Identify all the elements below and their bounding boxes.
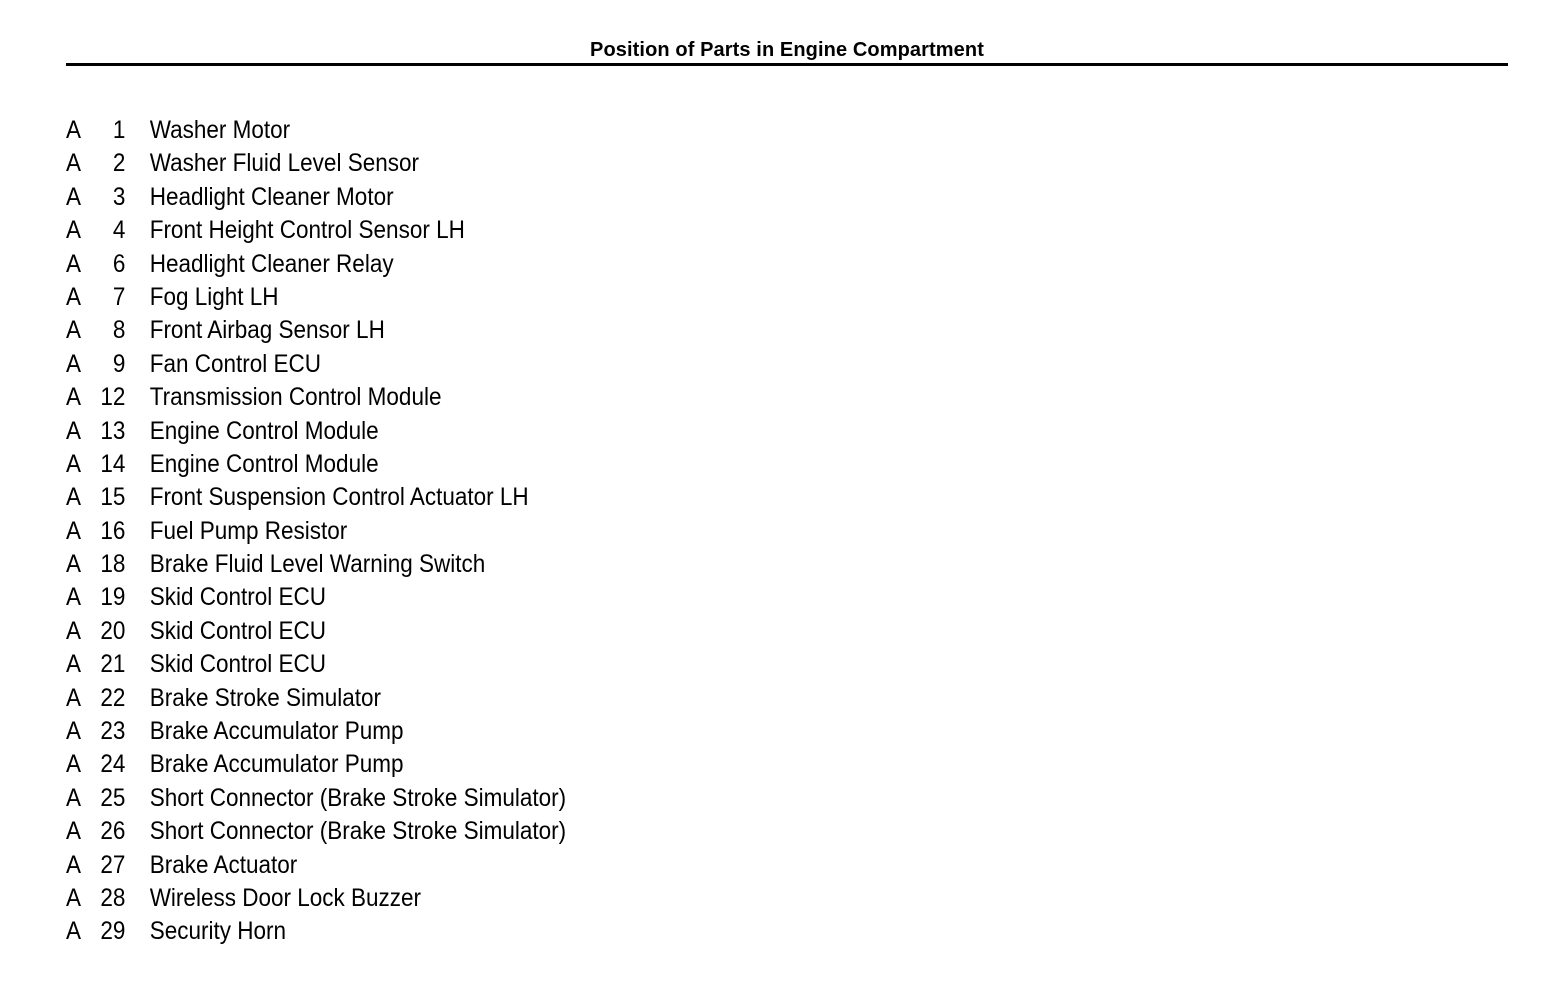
part-number: 28 [100, 883, 126, 912]
part-row [66, 181, 566, 214]
part-row [66, 515, 566, 548]
part-code: A [66, 817, 82, 846]
part-number: 24 [100, 750, 126, 779]
part-code: A [66, 650, 82, 679]
part-code: A [66, 683, 82, 712]
part-number: 27 [100, 850, 126, 879]
part-code: A [66, 449, 82, 478]
part-code: A [66, 516, 82, 545]
part-code: A [66, 182, 82, 211]
part-name: Washer Fluid Level Sensor [149, 149, 419, 178]
part-number: 3 [112, 182, 126, 211]
part-number: 14 [100, 449, 126, 478]
part-code: A [66, 717, 82, 746]
part-row [66, 815, 566, 848]
part-code: A [66, 850, 82, 879]
part-name: Transmission Control Module [149, 383, 442, 412]
part-row [66, 381, 566, 414]
part-number: 13 [100, 416, 126, 445]
part-code: A [66, 750, 82, 779]
part-row [66, 248, 566, 281]
part-row [66, 314, 566, 347]
part-name: Engine Control Module [149, 416, 379, 445]
part-code: A [66, 316, 82, 345]
part-row [66, 147, 566, 180]
part-number: 9 [112, 349, 126, 378]
page-title: Position of Parts in Engine Compartment [590, 39, 984, 61]
part-number: 25 [100, 783, 126, 812]
part-code: A [66, 583, 82, 612]
part-name: Brake Fluid Level Warning Switch [149, 550, 486, 579]
part-code: A [66, 883, 82, 912]
part-code: A [66, 416, 82, 445]
part-number: 29 [100, 917, 126, 946]
part-name: Short Connector (Brake Stroke Simulator) [149, 783, 567, 812]
part-number: 22 [100, 683, 126, 712]
part-name: Fog Light LH [149, 282, 279, 311]
part-name: Skid Control ECU [149, 616, 327, 645]
part-name: Washer Motor [149, 116, 291, 144]
part-code: A [66, 116, 82, 144]
title-divider [66, 63, 1508, 66]
part-number: 12 [100, 383, 126, 412]
parts-list [66, 114, 622, 949]
part-name: Front Height Control Sensor LH [149, 216, 465, 245]
part-name: Brake Actuator [149, 850, 298, 879]
part-name: Skid Control ECU [149, 650, 327, 679]
part-number: 8 [112, 316, 126, 345]
part-number: 2 [112, 149, 126, 178]
part-row [66, 348, 566, 381]
part-code: A [66, 249, 82, 278]
part-row [66, 882, 566, 915]
part-code: A [66, 917, 82, 946]
part-row [66, 114, 566, 147]
part-name: Brake Stroke Simulator [149, 683, 382, 712]
part-number: 1 [112, 116, 126, 144]
part-row [66, 214, 566, 247]
part-row [66, 715, 566, 748]
part-number: 18 [100, 550, 126, 579]
part-name: Brake Accumulator Pump [149, 717, 404, 746]
part-row [66, 281, 566, 314]
part-row [66, 581, 566, 614]
part-name: Skid Control ECU [149, 583, 327, 612]
part-row [66, 915, 566, 948]
part-row [66, 415, 566, 448]
part-name: Headlight Cleaner Motor [149, 182, 394, 211]
part-row [66, 849, 566, 882]
part-row [66, 548, 566, 581]
part-name: Short Connector (Brake Stroke Simulator) [149, 817, 567, 846]
part-number: 20 [100, 616, 126, 645]
part-code: A [66, 149, 82, 178]
part-row [66, 448, 566, 481]
part-row [66, 682, 566, 715]
part-row [66, 782, 566, 815]
part-name: Headlight Cleaner Relay [149, 249, 394, 278]
part-number: 16 [100, 516, 126, 545]
part-number: 6 [112, 249, 126, 278]
part-name: Fuel Pump Resistor [149, 516, 348, 545]
part-code: A [66, 383, 82, 412]
part-name: Front Airbag Sensor LH [149, 316, 385, 345]
part-row [66, 615, 566, 648]
part-name: Engine Control Module [149, 449, 379, 478]
part-code: A [66, 349, 82, 378]
part-code: A [66, 282, 82, 311]
part-number: 23 [100, 717, 126, 746]
part-number: 26 [100, 817, 126, 846]
part-number: 15 [100, 483, 126, 512]
part-number: 21 [100, 650, 126, 679]
part-name: Security Horn [149, 917, 287, 946]
part-name: Front Suspension Control Actuator LH [149, 483, 529, 512]
part-number: 7 [112, 282, 126, 311]
part-row [66, 748, 566, 781]
part-row [66, 481, 566, 514]
part-name: Fan Control ECU [149, 349, 322, 378]
part-number: 4 [112, 216, 126, 245]
part-row [66, 648, 566, 681]
part-code: A [66, 616, 82, 645]
part-name: Wireless Door Lock Buzzer [149, 883, 422, 912]
part-code: A [66, 783, 82, 812]
part-code: A [66, 216, 82, 245]
part-number: 19 [100, 583, 126, 612]
part-code: A [66, 550, 82, 579]
part-code: A [66, 483, 82, 512]
part-name: Brake Accumulator Pump [149, 750, 404, 779]
